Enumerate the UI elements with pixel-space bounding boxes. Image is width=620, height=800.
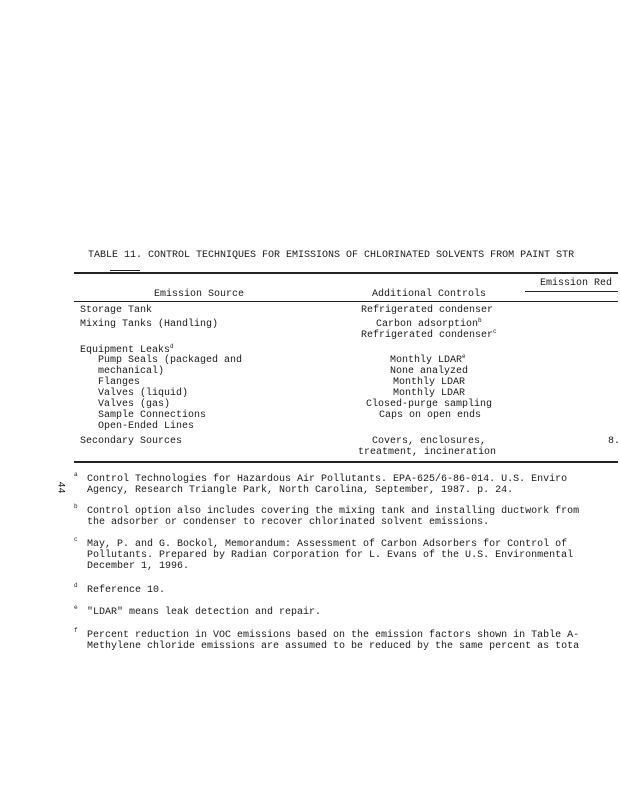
footnote-f-line-2: Methylene chloride emissions are assumed to be reduced by the same percent as tota (87, 641, 580, 652)
row-mixing-tanks-control-2: Refrigerated condenser$^c$ (361, 328, 497, 341)
header-bottom-rule (74, 301, 618, 302)
footnote-c-line-1: May, P. and G. Bockol, Memorandum: Assessment of Carbon Adsorbers for Control of (87, 539, 568, 550)
row-storage-tank-source: Storage Tank (80, 305, 153, 316)
table-bottom-rule (74, 461, 618, 463)
row-flanges-source: Flanges (98, 377, 141, 388)
row-valves-gas-source: Valves (gas) (98, 399, 171, 410)
header-additional-controls: Additional Controls (372, 289, 487, 300)
row-valves-liquid-control: Monthly LDAR (393, 377, 466, 388)
footnote-c-mark: c (74, 536, 78, 543)
title-underline (110, 270, 140, 271)
row-valves-gas-control: Monthly LDAR (393, 388, 466, 399)
row-sample-connections-source: Sample Connections (98, 410, 207, 421)
footnote-f-line-1: Percent reduction in VOC emissions based on the emission factors shown in Table A- (87, 630, 580, 641)
row-open-ended-lines-source: Open-Ended Lines (98, 421, 195, 432)
row-mixing-tanks-control-1: Carbon adsorption$^b$ (376, 317, 482, 330)
row-equipment-leaks-source: Equipment Leaks$^d$ (80, 343, 174, 356)
footnote-b-mark: b (74, 503, 78, 510)
row-sample-connections-control: Closed-purge sampling (366, 399, 493, 410)
row-pump-seals-control: Monthly LDAR$^e$ (390, 353, 466, 366)
footnote-c-line-2: Pollutants. Prepared by Radian Corporation for L. Evans of the U.S. Environmental (87, 550, 574, 561)
footnote-a-line-1: Control Technologies for Hazardous Air Pollutants. EPA-625/6-86-014. U.S. Enviro (87, 474, 568, 485)
footnote-a-mark: a (74, 471, 78, 478)
footnote-e-line-1: "LDAR" means leak detection and repair. (87, 607, 322, 618)
header-reduction-rule (525, 291, 618, 292)
row-pump-seals-source-2: mechanical) (98, 366, 165, 377)
footnote-f-mark: f (74, 627, 78, 634)
row-pump-seals-source-1: Pump Seals (packaged and (98, 355, 243, 366)
footnote-d-line-1: Reference 10. (87, 585, 166, 596)
row-secondary-sources-control-2: treatment, incineration (358, 447, 497, 458)
footnote-c-line-3: December 1, 1996. (87, 561, 190, 572)
table-top-rule (74, 272, 618, 274)
header-emission-source: Emission Source (154, 289, 245, 300)
footnote-a-line-2: Agency, Research Triangle Park, North Carolina, September, 1987. p. 24. (87, 485, 514, 496)
row-flanges-control: None analyzed (390, 366, 469, 377)
page-number: 44 (54, 481, 66, 494)
header-emission-reduction: Emission Red (540, 278, 613, 289)
footnote-e-mark: e (74, 604, 78, 611)
row-secondary-sources-source: Secondary Sources (80, 436, 183, 447)
row-secondary-sources-reduction: 8. (608, 436, 620, 447)
row-valves-liquid-source: Valves (liquid) (98, 388, 189, 399)
footnote-b-line-1: Control option also includes covering the mixing tank and installing ductwork from (87, 506, 580, 517)
footnote-d-mark: d (74, 582, 78, 589)
row-mixing-tanks-source: Mixing Tanks (Handling) (80, 319, 219, 330)
row-secondary-sources-control-1: Covers, enclosures, (372, 436, 487, 447)
table-title: TABLE 11. CONTROL TECHNIQUES FOR EMISSIONS OF CHLORINATED SOLVENTS FROM PAINT STR (88, 250, 575, 261)
row-storage-tank-control: Refrigerated condenser (361, 305, 494, 316)
footnote-b-line-2: the adsorber or condenser to recover chlorinated solvent emissions. (87, 517, 490, 528)
row-open-ended-lines-control: Caps on open ends (379, 410, 482, 421)
